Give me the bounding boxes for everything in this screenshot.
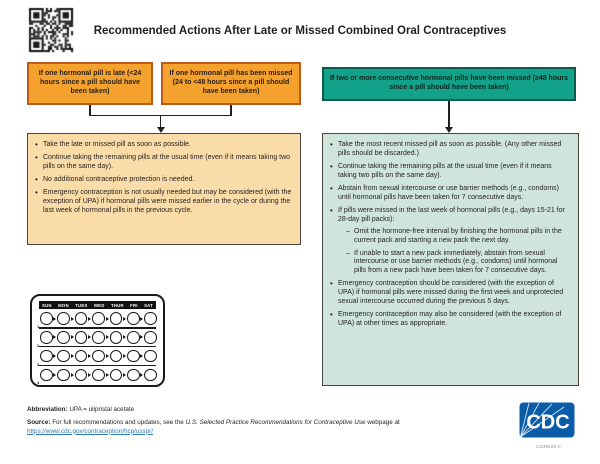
pill-arrow-icon xyxy=(88,373,91,377)
connector-line xyxy=(160,115,162,128)
pill-row xyxy=(37,311,157,329)
pill-grid xyxy=(37,311,157,386)
action-item: • Emergency contraception may also be considered (with the exception of UPA) at other times as appropriate. xyxy=(329,311,570,329)
pill-circle xyxy=(75,312,88,325)
pill-circle xyxy=(127,350,140,363)
pill-arrow-icon xyxy=(140,373,143,377)
pill-arrow-icon xyxy=(106,317,109,321)
pill-circle xyxy=(92,331,105,344)
pill-pack-day-label: TUES xyxy=(75,302,88,308)
pill-row xyxy=(37,330,157,348)
source-publication-title: U.S. Selected Practice Recommendations for Contraceptive Use xyxy=(185,419,366,426)
pill-circle xyxy=(75,350,88,363)
action-item-text: If pills were missed in the last week of hormonal pills (e.g., days 15-21 for 28-day pill packs): xyxy=(338,206,565,223)
pill-circle xyxy=(127,331,140,344)
pill-circle xyxy=(127,312,140,325)
pill-arrow-icon xyxy=(53,317,56,321)
action-item: • Continue taking the remaining pills at the usual time (even if it means taking two pills on the same day). xyxy=(34,154,292,172)
pill-arrow-icon xyxy=(106,335,109,339)
pill-circle xyxy=(57,331,70,344)
pill-circle xyxy=(92,369,105,382)
pill-pack-day-label: SAT xyxy=(144,302,153,308)
action-item: • Emergency contraception is not usually needed but may be considered (with the exception of UPA) if hormonal pills were missed earlier in the cycle or during the last week of hormonal pills in the previous cycle. xyxy=(34,189,292,216)
pill-circle xyxy=(127,369,140,382)
pill-row xyxy=(37,367,157,386)
pill-arrow-icon xyxy=(71,373,74,377)
action-sub-item: – Omit the hormone-free interval by finishing the hormonal pills in the current pack and starting a new pack the next day. xyxy=(346,228,570,246)
source-label: Source: xyxy=(27,419,51,426)
pill-row-number: 2 xyxy=(37,342,40,348)
pill-arrow-icon xyxy=(71,335,74,339)
pill-pack-day-header xyxy=(39,301,156,309)
action-item: • Continue taking the remaining pills at the usual time (even if it means taking two pills on the same day). xyxy=(329,163,570,181)
pill-circle xyxy=(92,350,105,363)
action-sub-item: – If unable to start a new pack immediately, abstain from sexual intercourse or use barrier methods (e.g., condoms) until hormonal pills from a new pack have been taken for 7 consecutive days. xyxy=(346,250,570,277)
pill-circle xyxy=(57,369,70,382)
pill-row-number: 1 xyxy=(37,324,40,329)
pill-pack-day-label: MON xyxy=(58,302,69,308)
pill-circle xyxy=(110,350,123,363)
pill-arrow-icon xyxy=(88,354,91,358)
pill-arrow-icon xyxy=(123,373,126,377)
pill-row-number: 3 xyxy=(37,361,40,367)
pill-circle xyxy=(144,369,157,382)
pill-circle xyxy=(57,312,70,325)
action-item: • No additional contraceptive protection is needed. xyxy=(34,176,292,185)
pill-pack-day-label: WED xyxy=(93,302,105,308)
pill-arrow-icon xyxy=(53,335,56,339)
pill-arrow-icon xyxy=(106,373,109,377)
pill-circle xyxy=(75,369,88,382)
pill-row xyxy=(37,349,157,367)
pill-row-number: 4 xyxy=(37,380,40,386)
pill-arrow-icon xyxy=(53,373,56,377)
pill-circle xyxy=(110,312,123,325)
pill-circle xyxy=(40,312,53,325)
condition-box-one-missed-pill: If one hormonal pill has been missed (24 to <48 hours since a pill should have been taken) xyxy=(161,62,301,105)
source-text: For full recommendations and updates, see the xyxy=(50,419,186,426)
abbreviation-text: UPA = ulipristal acetate xyxy=(67,406,135,413)
svg-text:CDC: CDC xyxy=(526,411,570,434)
pill-circle xyxy=(40,350,53,363)
pill-circle xyxy=(92,312,105,325)
pill-pack-day-label: FRI xyxy=(130,302,138,308)
condition-box-two-missed-pills: If two or more consecutive hormonal pills have been missed (≥48 hours since a pill should have been taken) xyxy=(322,67,576,101)
pill-circle xyxy=(110,369,123,382)
source-note xyxy=(27,419,457,436)
pill-pack-day-label: THUR xyxy=(110,302,124,308)
pill-circle xyxy=(57,350,70,363)
pill-circle xyxy=(40,331,53,344)
pill-arrow-icon xyxy=(123,335,126,339)
pill-row-separator xyxy=(39,346,156,347)
pill-arrow-icon xyxy=(140,317,143,321)
pill-arrow-icon xyxy=(106,354,109,358)
pill-circle xyxy=(110,331,123,344)
pill-circle xyxy=(144,331,157,344)
pill-arrow-icon xyxy=(123,354,126,358)
action-item: • Take the most recent missed pill as soon as possible. (Any other missed pills should be discarded.) xyxy=(329,141,570,159)
pill-arrow-icon xyxy=(88,317,91,321)
pill-arrow-icon xyxy=(140,335,143,339)
pill-row-separator xyxy=(39,327,156,328)
connector-line xyxy=(448,101,450,127)
abbreviation-label: Abbreviation: xyxy=(27,406,68,413)
action-item: • Emergency contraception should be considered (with the exception of UPA) if hormonal pills were missed during the first week and unprotected sexual intercourse occurred during the previous 5 days. xyxy=(329,280,570,307)
action-item: • Take the late or missed pill as soon as possible. xyxy=(34,141,292,150)
pill-pack-illustration xyxy=(30,294,165,387)
pill-pack-day-label: SUN xyxy=(42,302,52,308)
pill-arrow-icon xyxy=(71,317,74,321)
pill-row-separator xyxy=(39,365,156,366)
source-url-link[interactable]: https://www.cdc.gov/contraception/hcp/usspr/ xyxy=(27,427,153,435)
pill-arrow-icon xyxy=(140,354,143,358)
pill-arrow-icon xyxy=(88,335,91,339)
action-item: • Abstain from sexual intercourse or use barrier methods (e.g., condoms) until hormonal pills have been taken for 7 consecutive days. xyxy=(329,185,570,203)
abbreviation-note xyxy=(27,406,427,415)
actions-box-two-or-more-missed xyxy=(322,133,579,386)
source-text: webpage at xyxy=(365,419,400,426)
condition-box-late-pill: If one hormonal pill is late (<24 hours since a pill should have been taken) xyxy=(27,62,153,105)
pill-circle xyxy=(144,312,157,325)
pill-circle xyxy=(75,331,88,344)
cdc-logo xyxy=(519,402,575,438)
actions-box-late-or-one-missed xyxy=(27,133,301,245)
pill-circle xyxy=(144,350,157,363)
pill-arrow-icon xyxy=(53,354,56,358)
pill-arrow-icon xyxy=(71,354,74,358)
document-code: CS39628-C xyxy=(536,444,562,449)
pill-arrow-icon xyxy=(123,317,126,321)
pill-circle xyxy=(40,369,53,382)
page-title: Recommended Actions After Late or Missed Combined Oral Contraceptives xyxy=(93,25,507,37)
action-item xyxy=(329,207,570,277)
